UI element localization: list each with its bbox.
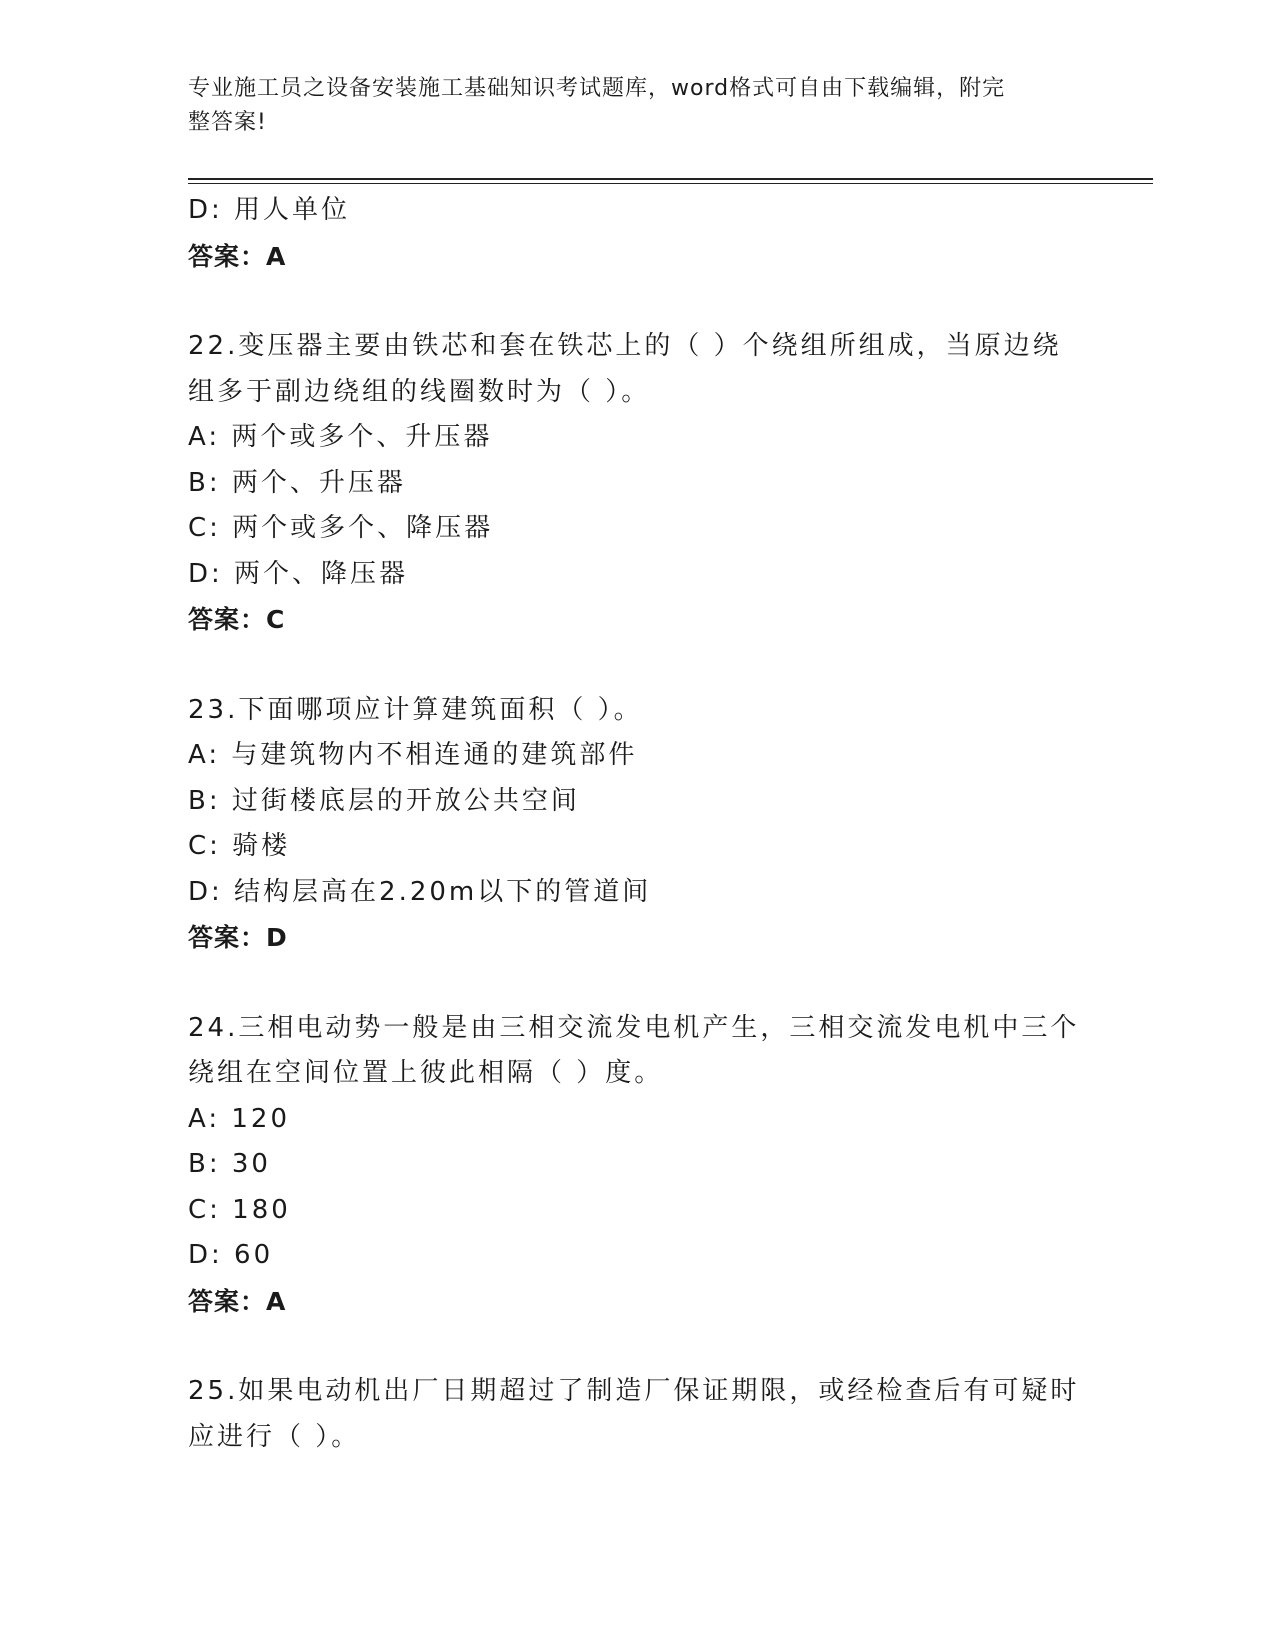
answer: 答案：A [188, 1286, 287, 1316]
option-a: A: 两个或多个、升压器 [188, 422, 493, 452]
answer: 答案：D [188, 923, 288, 952]
option-b: B: 30 [188, 1149, 271, 1179]
question-24 [188, 1006, 1088, 1325]
spacer [188, 279, 1088, 324]
question-stem: 25.如果电动机出厂日期超过了制造厂保证期限，或经检查后有可疑时 [188, 1376, 1080, 1406]
question-stem: 24.三相电动势一般是由三相交流发电机产生，三相交流发电机中三个 [188, 1012, 1080, 1043]
answer: 答案：A [188, 241, 287, 271]
option-b: B: 两个、升压器 [188, 467, 406, 498]
spacer [188, 1324, 1088, 1369]
option-a: A: 与建筑物内不相连通的建筑部件 [188, 740, 638, 770]
question-stem: 应进行（ ）。 [188, 1421, 361, 1452]
option-c: C: 180 [188, 1194, 291, 1225]
document-header [188, 72, 1068, 140]
option-a: A: 120 [188, 1103, 290, 1134]
question-23 [188, 688, 1088, 961]
option-d: D: 用人单位 [188, 195, 351, 225]
question-stem: 23.下面哪项应计算建筑面积（ ）。 [188, 694, 643, 725]
document-body [188, 188, 1088, 1460]
option-d: D: 结构层高在2.20m以下的管道间 [188, 876, 652, 907]
header-line-1: 专业施工员之设备安装施工基础知识考试题库，word格式可自由下载编辑，附完 [188, 76, 1006, 101]
option-d: D: 60 [188, 1240, 274, 1270]
question-stem: 22.变压器主要由铁芯和套在铁芯上的（ ）个绕组所组成，当原边绕 [188, 331, 1062, 361]
spacer [188, 961, 1088, 1006]
option-d: D: 两个、降压器 [188, 558, 409, 589]
question-stem: 绕组在空间位置上彼此相隔（ ）度。 [188, 1058, 664, 1088]
question-22 [188, 324, 1088, 643]
header-line-2: 整答案! [188, 110, 267, 135]
option-c: C: 两个或多个、降压器 [188, 513, 494, 543]
option-c: C: 骑楼 [188, 831, 291, 861]
answer: 答案：C [188, 605, 286, 634]
question-25 [188, 1369, 1088, 1460]
header-divider [188, 178, 1153, 180]
spacer [188, 643, 1088, 688]
question-stem: 组多于副边绕组的线圈数时为（ ）。 [188, 376, 651, 407]
option-b: B: 过街楼底层的开放公共空间 [188, 785, 580, 816]
header-divider-thin [188, 183, 1153, 184]
